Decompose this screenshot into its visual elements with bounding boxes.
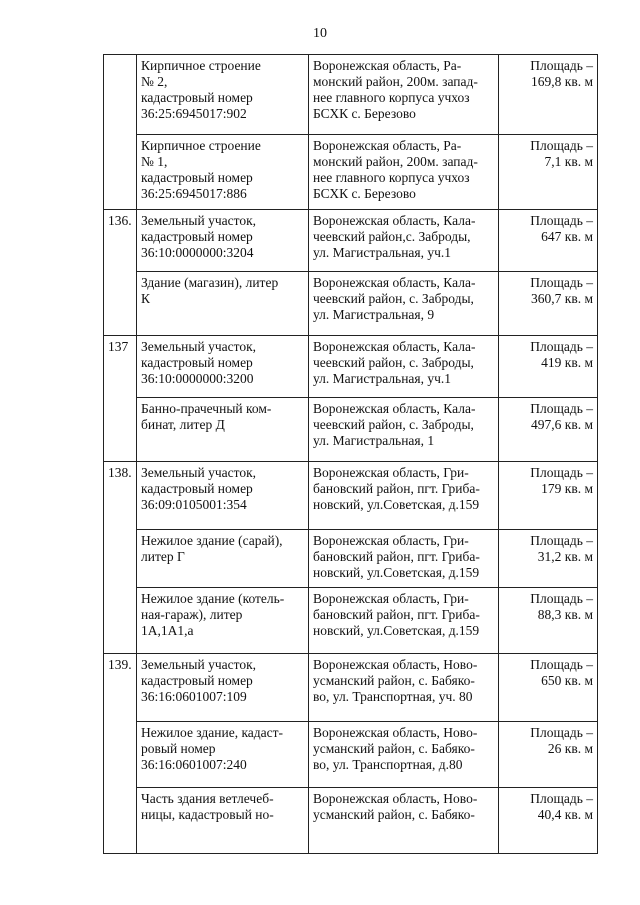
object-address: Воронежская область, Ново- усманский район, с. Бабяко- bbox=[313, 791, 478, 822]
area-cell bbox=[499, 462, 598, 530]
object-name: Земельный участок, кадастровый номер 36:10:0000000:3204 bbox=[141, 213, 257, 260]
area-cell bbox=[499, 788, 598, 854]
object-name: Кирпичное строение № 1, кадастровый номер 36:25:6945017:886 bbox=[141, 138, 261, 201]
table-row bbox=[104, 336, 598, 398]
object-address: Воронежская область, Ново- усманский район, с. Бабяко- во, ул. Транспортная, д.80 bbox=[313, 725, 478, 772]
area-cell bbox=[499, 398, 598, 462]
address-cell bbox=[309, 462, 499, 530]
address-cell bbox=[309, 530, 499, 588]
object-name-cell bbox=[137, 722, 309, 788]
object-area: Площадь – 360,7 кв. м bbox=[530, 275, 593, 306]
area-cell bbox=[499, 588, 598, 654]
object-area: Площадь – 88,3 кв. м bbox=[530, 591, 593, 622]
object-name: Часть здания ветлечеб- ницы, кадастровый но- bbox=[141, 791, 274, 822]
page-number: 10 bbox=[313, 26, 327, 41]
item-number-cell bbox=[104, 654, 137, 854]
item-number: 139. bbox=[108, 657, 132, 672]
object-address: Воронежская область, Кала- чеевский район, с. Заброды, ул. Магистральная, 9 bbox=[313, 275, 476, 322]
object-area: Площадь – 419 кв. м bbox=[530, 339, 593, 370]
table-row bbox=[104, 462, 598, 530]
object-name: Нежилое здание (сарай), литер Г bbox=[141, 533, 283, 564]
object-name: Нежилое здание (котель- ная-гараж), литер 1А,1А1,а bbox=[141, 591, 285, 638]
object-address: Воронежская область, Ра- монский район, 200м. запад- нее главного корпуса учхоз БСХК с. Березово bbox=[313, 138, 478, 201]
object-area: Площадь – 169,8 кв. м bbox=[530, 58, 593, 89]
table-row bbox=[104, 135, 598, 210]
property-table bbox=[103, 54, 598, 854]
address-cell bbox=[309, 654, 499, 722]
object-address: Воронежская область, Ново- усманский район, с. Бабяко- во, ул. Транспортная, уч. 80 bbox=[313, 657, 478, 704]
table-row bbox=[104, 722, 598, 788]
address-cell bbox=[309, 788, 499, 854]
item-number-cell bbox=[104, 210, 137, 336]
table-row bbox=[104, 55, 598, 135]
object-name: Земельный участок, кадастровый номер 36:10:0000000:3200 bbox=[141, 339, 257, 386]
object-area: Площадь – 31,2 кв. м bbox=[530, 533, 593, 564]
area-cell bbox=[499, 135, 598, 210]
address-cell bbox=[309, 210, 499, 272]
item-number-cell bbox=[104, 336, 137, 462]
object-name-cell bbox=[137, 135, 309, 210]
address-cell bbox=[309, 272, 499, 336]
address-cell bbox=[309, 55, 499, 135]
item-number-cell bbox=[104, 462, 137, 654]
object-name-cell bbox=[137, 462, 309, 530]
object-name-cell bbox=[137, 336, 309, 398]
area-cell bbox=[499, 55, 598, 135]
table-row bbox=[104, 398, 598, 462]
address-cell bbox=[309, 722, 499, 788]
object-name-cell bbox=[137, 530, 309, 588]
object-area: Площадь – 647 кв. м bbox=[530, 213, 593, 244]
object-name-cell bbox=[137, 654, 309, 722]
area-cell bbox=[499, 530, 598, 588]
object-name-cell bbox=[137, 272, 309, 336]
object-address: Воронежская область, Гри- бановский район, пгт. Гриба- новский, ул.Советская, д.159 bbox=[313, 465, 480, 512]
item-number: 136. bbox=[108, 213, 132, 228]
object-area: Площадь – 40,4 кв. м bbox=[530, 791, 593, 822]
address-cell bbox=[309, 588, 499, 654]
object-name: Банно-прачечный ком- бинат, литер Д bbox=[141, 401, 272, 432]
object-name-cell bbox=[137, 210, 309, 272]
object-area: Площадь – 7,1 кв. м bbox=[530, 138, 593, 169]
object-name-cell bbox=[137, 55, 309, 135]
object-name: Нежилое здание, кадаст- ровый номер 36:16:0601007:240 bbox=[141, 725, 284, 772]
table-row bbox=[104, 654, 598, 722]
address-cell bbox=[309, 135, 499, 210]
area-cell bbox=[499, 336, 598, 398]
area-cell bbox=[499, 654, 598, 722]
address-cell bbox=[309, 398, 499, 462]
object-area: Площадь – 497,6 кв. м bbox=[530, 401, 593, 432]
area-cell bbox=[499, 272, 598, 336]
object-name: Земельный участок, кадастровый номер 36:16:0601007:109 bbox=[141, 657, 257, 704]
object-name-cell bbox=[137, 398, 309, 462]
object-name-cell bbox=[137, 788, 309, 854]
object-name: Земельный участок, кадастровый номер 36:09:0105001:354 bbox=[141, 465, 257, 512]
object-name: Кирпичное строение № 2, кадастровый номер 36:25:6945017:902 bbox=[141, 58, 261, 121]
object-address: Воронежская область, Гри- бановский район, пгт. Гриба- новский, ул.Советская, д.159 bbox=[313, 591, 480, 638]
area-cell bbox=[499, 722, 598, 788]
object-address: Воронежская область, Кала- чеевский район, с. Заброды, ул. Магистральная, 1 bbox=[313, 401, 476, 448]
object-area: Площадь – 179 кв. м bbox=[530, 465, 593, 496]
object-address: Воронежская область, Кала- чеевский район,с. Заброды, ул. Магистральная, уч.1 bbox=[313, 213, 476, 260]
table-row bbox=[104, 272, 598, 336]
object-address: Воронежская область, Ра- монский район, 200м. запад- нее главного корпуса учхоз БСХК с. Березово bbox=[313, 58, 478, 121]
area-cell bbox=[499, 210, 598, 272]
item-number-cell bbox=[104, 55, 137, 210]
object-name-cell bbox=[137, 588, 309, 654]
object-address: Воронежская область, Гри- бановский район, пгт. Гриба- новский, ул.Советская, д.159 bbox=[313, 533, 480, 580]
table-row bbox=[104, 210, 598, 272]
object-area: Площадь – 26 кв. м bbox=[530, 725, 593, 756]
object-area: Площадь – 650 кв. м bbox=[530, 657, 593, 688]
object-address: Воронежская область, Кала- чеевский район, с. Заброды, ул. Магистральная, уч.1 bbox=[313, 339, 476, 386]
item-number: 137 bbox=[108, 339, 129, 354]
object-name: Здание (магазин), литер К bbox=[141, 275, 279, 306]
item-number: 138. bbox=[108, 465, 132, 480]
table-row bbox=[104, 530, 598, 588]
address-cell bbox=[309, 336, 499, 398]
table-row bbox=[104, 788, 598, 854]
property-table-body bbox=[104, 55, 598, 854]
table-row bbox=[104, 588, 598, 654]
